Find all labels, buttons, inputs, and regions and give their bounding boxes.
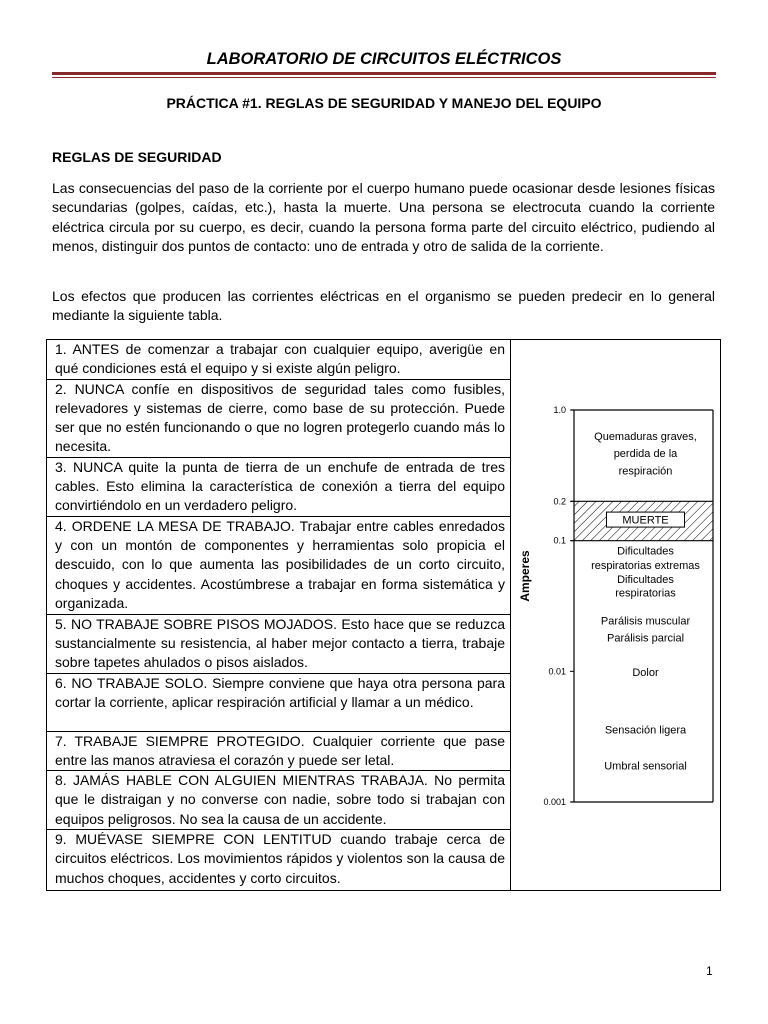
rule-cell-1: 1. ANTES de comenzar a trabajar con cualquier equipo, averigüe en qué condiciones está el equipo y si existe algún peligro. [47, 340, 511, 380]
table-intro-paragraph: Los efectos que producen las corrientes eléctricas en el organismo se pueden predecir en lo general mediante la siguiente tabla. [52, 288, 715, 324]
header-rule [52, 72, 716, 75]
zone-label-7: respiratorias [615, 587, 676, 600]
section-heading: REGLAS DE SEGURIDAD [52, 149, 222, 165]
rule-cell-7: 7. TRABAJE SIEMPRE PROTEGIDO. Cualquier corriente que pase entre las manos atraviesa el corazón y puede ser letal. [47, 731, 511, 771]
rule-cell-9: 9. MUÉVASE SIEMPRE CON LENTITUD cuando trabaje cerca de circuitos eléctricos. Los movimientos rápidos y violentos son la causa de muchos choques, accidentes y corto circuitos. [47, 830, 511, 891]
page-number: 1 [706, 964, 713, 978]
tick-label-0: 1.0 [553, 405, 566, 415]
zone-label-0: Quemaduras graves, [594, 431, 697, 444]
current-effects-chart [511, 340, 724, 884]
zone-label-12: Umbral sensorial [604, 760, 687, 773]
practice-title: PRÁCTICA #1. REGLAS DE SEGURIDAD Y MANEJO DEL EQUIPO [166, 95, 602, 111]
zone-label-4: Dificultades [617, 545, 674, 558]
tick-label-4: 0.001 [543, 797, 566, 807]
rule-cell-2: 2. NUNCA confíe en dispositivos de seguridad tales como fusibles, relevadores y sistemas de cierre, como base de su protección. Puede ser que no estén funcionando o que no logren protegerlo cuando más lo necesita. [47, 379, 511, 457]
document-header-title: LABORATORIO DE CIRCUITOS ELÉCTRICOS [206, 50, 562, 68]
zone-label-8: Parálisis muscular [600, 615, 691, 628]
zone-label-10: Dolor [632, 666, 659, 679]
tick-label-3: 0.01 [548, 666, 566, 677]
zone-label-9: Parálisis parcial [606, 632, 685, 645]
rule-cell-4: 4. ORDENE LA MESA DE TRABAJO. Trabajar entre cables enredados y con un montón de componentes y herramientas solo propicia el descuido, con lo que aumenta las posibilidades de un corto circuito, choques y accidentes. Acostúmbrese a trabajar en forma sistemática y organizada. [47, 516, 511, 614]
zone-label-5: respiratorias extremas [591, 560, 700, 573]
zone-label-6: Dificultades [617, 573, 674, 586]
zone-label-1: perdida de la [613, 447, 678, 460]
tick-label-1: 0.2 [553, 496, 566, 507]
rule-cell-8: 8. JAMÁS HABLE CON ALGUIEN MIENTRAS TRABAJA. No permita que le distraigan y no converse con nadie, sobre todo si trabajan con equipos peligrosos. No sea la causa de un accidente. [47, 771, 511, 830]
tick-label-2: 0.1 [553, 535, 566, 546]
intro-paragraph: Las consecuencias del paso de la corriente por el cuerpo humano puede ocasionar desde lesiones físicas secundarias (golpes, caídas, etc.), hasta la muerte. Una persona se electrocuta cuando la corriente eléctrica circula por su cuerpo, es decir, cuando la persona forma parte del circuito eléctrico, pudiendo al menos, distinguir dos puntos de contacto: uno de entrada y otro de salida de la corriente. [52, 180, 715, 254]
rule-cell-5: 5. NO TRABAJE SOBRE PISOS MOJADOS. Esto hace que se reduzca sustancialmente su resistencia, al haber mejor contacto a tierra, trabaje sobre tapetes ahulados o pisos aislados. [47, 614, 511, 673]
zone-label-11: Sensación ligera [604, 724, 687, 737]
y-axis-label: Amperes [518, 550, 532, 602]
rule-cell-6: 6. NO TRABAJE SOLO. Siempre conviene que haya otra persona para cortar la corriente, aplicar respiración artificial y llamar a un médico. [47, 673, 511, 731]
safety-rules-table [46, 339, 721, 891]
current-effects-chart-cell [511, 340, 721, 891]
rule-cell-3: 3. NUNCA quite la punta de tierra de un enchufe de entrada de tres cables. Esto elimina la característica de conexión a tierra del equipo convirtiéndolo en un verdadero peligro. [47, 457, 511, 516]
zone-label-2: respiración [618, 465, 673, 478]
header-rule-thin [52, 77, 716, 78]
zone-label-3: MUERTE [622, 514, 669, 527]
